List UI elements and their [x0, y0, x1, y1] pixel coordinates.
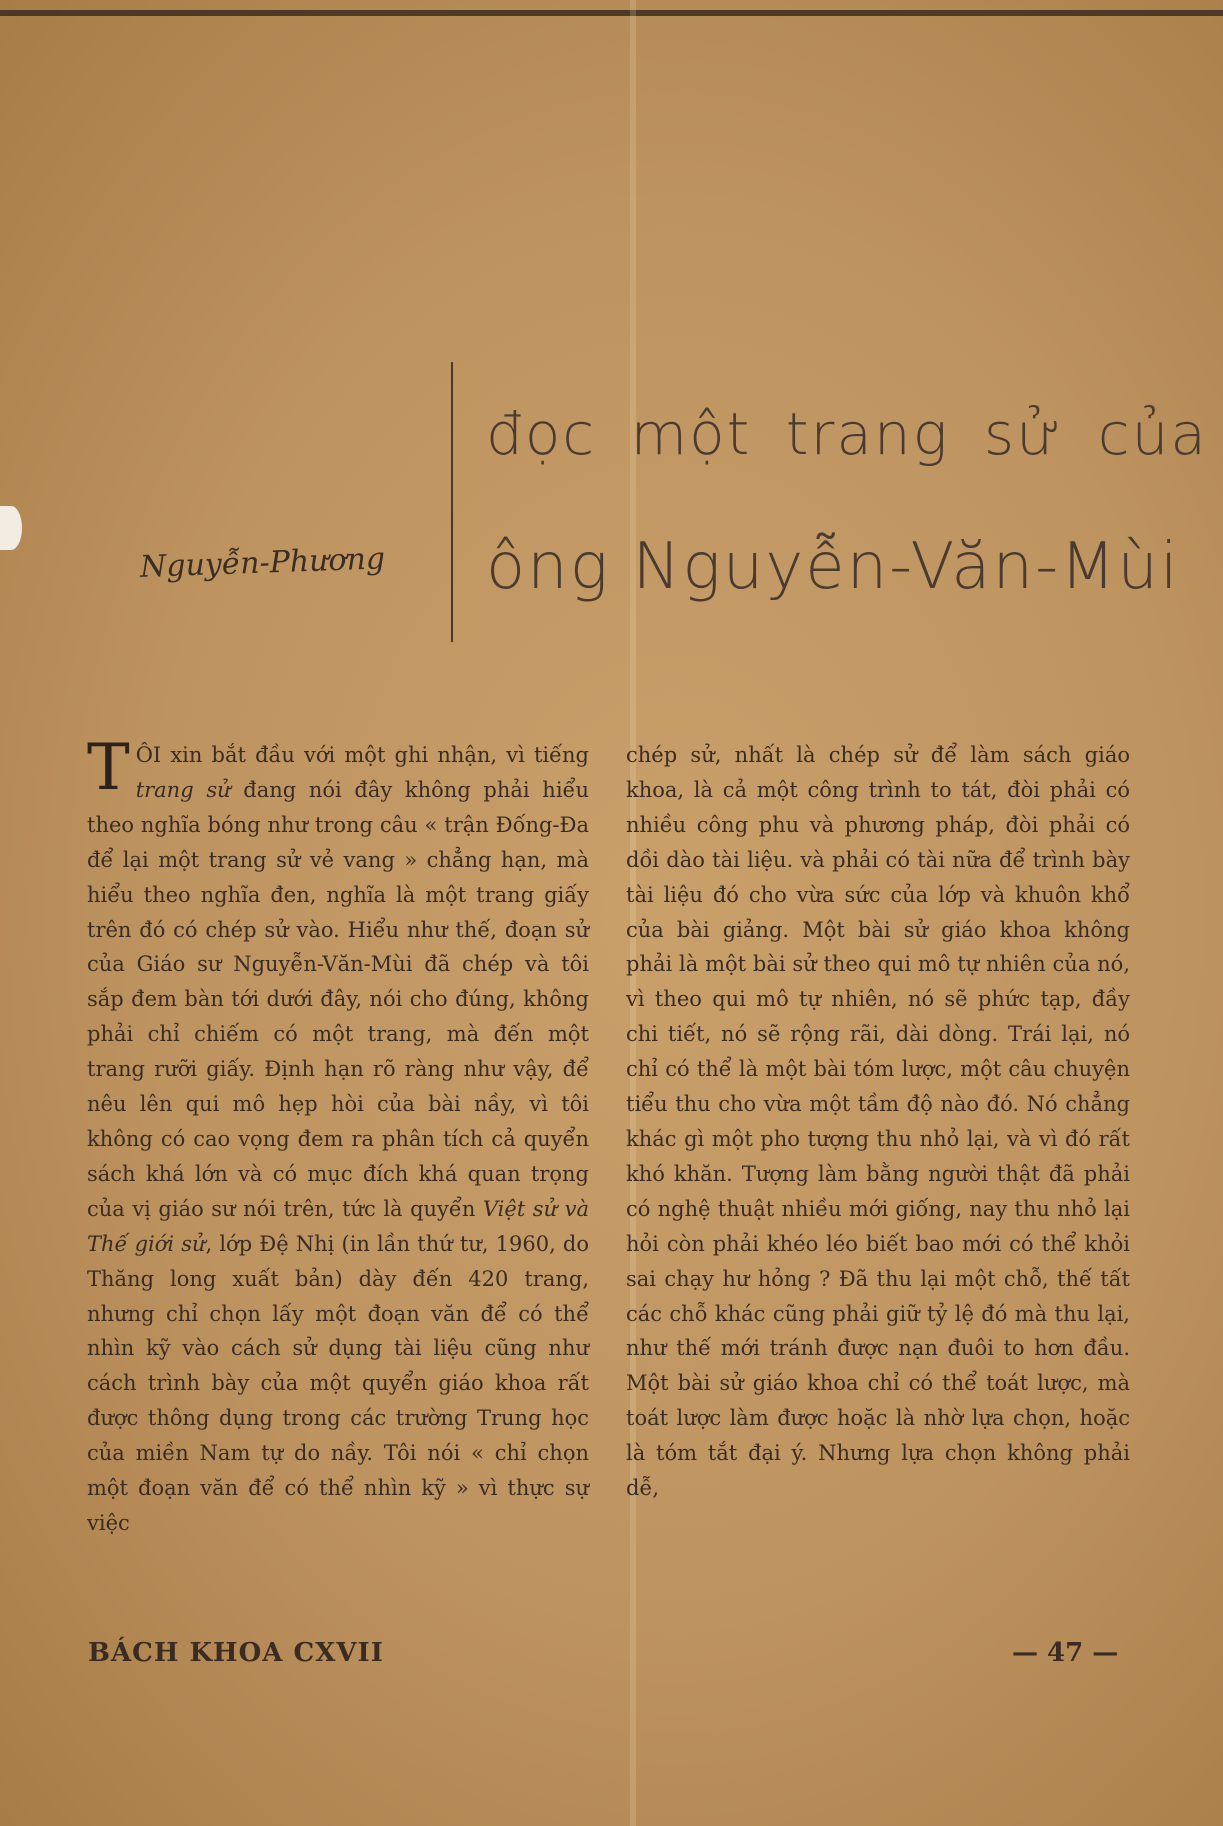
- author-signature: Nguyễn-Phương: [139, 541, 386, 585]
- footer-magazine-name: BÁCH KHOA CXVII: [88, 1638, 384, 1668]
- title-divider: [451, 362, 453, 642]
- book-title: Việt sử và Thế giới sử: [87, 1196, 589, 1256]
- body-column-right: chép sử, nhất là chép sử để làm sách giáo khoa, là cả một công trình to tát, đòi phải có nhiều công phu và phương pháp, đòi phải có dồi dào tài liệu. và phải có tài nữa để trình bày tài liệu đó cho vừa sức của lớp và khuôn khổ của bài giảng. Một bài sử giáo khoa không phải là một bài sử theo qui mô tự nhiên của nó, vì theo qui mô tự nhiên, nó sẽ phức tạp, đầy chi tiết, nó sẽ rộng rãi, dài dòng. Trái lại, nó chỉ có thể là một bài tóm lược, một câu chuyện tiểu thu cho vừa một tầm độ nào đó. Nó chẳng khác gì một pho tượng thu nhỏ lại, và vì đó rất khó khăn. Tượng làm bằng người thật đã phải có nghệ thuật nhiều mới giống, nay thu nhỏ lại hỏi còn phải khéo léo biết bao mới có thể khỏi sai chạy hư hỏng ? Đã thu lại một chỗ, thế tất các chỗ khác cũng phải giữ tỷ lệ đó mà thu lại, như thế mới tránh được nạn đuôi to hơn đầu. Một bài sử giáo khoa chỉ có thể toát lược, mà toát lược làm được hoặc là nhờ lựa chọn, hoặc là tóm tắt đại ý. Nhưng lựa chọn không phải dễ,: [626, 743, 1130, 1501]
- body-text: đang nói đây không phải hiểu theo nghĩa bóng như trong câu « trận Đống-Đa để lại một trang sử vẻ vang » chẳng hạn, mà hiểu theo nghĩa đen, nghĩa là một trang giấy trên đó có chép sử vào. Hiểu như thế, đoạn sử của Giáo sư Nguyễn-Văn-Mùi đã chép và tôi sắp đem bàn tới dưới đây, nói cho đúng, không phải chỉ chiếm có một trang, mà đến một trang rưỡi giấy. Định hạn rõ ràng như vậy, để nêu lên qui mô hẹp hòi của bài nầy, vì tôi không có cao vọng đem ra phân tích cả quyển sách khá lớn và có mục đích khá quan trọng của vị giáo sư nói trên, tức là quyển: [87, 777, 589, 1221]
- article-title-line-1: đọc một trang sử của: [486, 400, 1208, 468]
- top-border: [0, 10, 1223, 16]
- drop-cap: T: [87, 731, 130, 805]
- body-text: , lớp Đệ Nhị (in lần thứ tư, 1960, do Thăng long xuất bản) dày đến 420 trang, nhưng chỉ chọn lấy một đoạn văn để có thể nhìn kỹ vào cách sử dụng tài liệu cũng như cách trình bày của một quyển giáo khoa rất được thông dụng trong các trường Trung học của miền Nam tự do nầy. Tôi nói « chỉ chọn một đoạn văn để có thể nhìn kỹ » vì thực sự việc: [87, 1231, 589, 1535]
- article-title-line-2: ông Nguyễn-Văn-Mùi: [486, 530, 1180, 604]
- footer-page-number: — 47 —: [1012, 1638, 1119, 1668]
- paper-tear: [0, 506, 22, 550]
- body-column-left: [87, 731, 589, 1541]
- body-text: ÔI xin bắt đầu với một ghi nhận, vì tiếng: [135, 743, 589, 767]
- emphasis-text: trang sử: [135, 777, 231, 802]
